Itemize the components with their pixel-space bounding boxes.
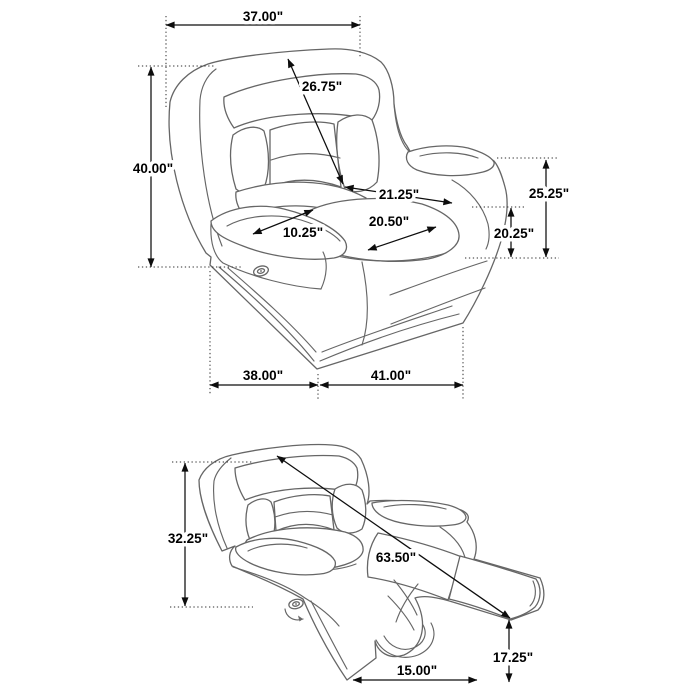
dim-label-overall-width: 37.00" [242,9,284,24]
dim-label-back-surface: 26.75" [301,79,343,94]
left-back-bolster [231,127,269,193]
dim-footrest-height [493,620,533,682]
legrest-foot-pad [449,556,540,619]
dim-label-armrest-width: 10.25" [282,225,324,240]
dim-label-reclined-height: 32.25" [167,531,209,546]
dim-label-seat-width: 21.25" [378,187,420,202]
dim-label-overall-height: 40.00" [132,161,174,176]
power-button-icon [288,598,304,610]
rotation-arrow-icon [285,609,303,622]
dim-footrest-extension [353,663,477,680]
right-back-bolster [337,115,379,192]
upright-chair-drawing [169,49,507,369]
reclined-right-bolster [332,484,366,533]
dim-label-footrest-extension: 15.00" [396,663,438,678]
dim-side-depth [320,368,463,385]
dim-label-front-width: 38.00" [242,368,284,383]
dim-label-reclined-length: 63.50" [375,550,417,565]
dim-label-side-depth: 41.00" [370,368,412,383]
reclined-chair-drawing [199,445,544,680]
dim-label-footrest-height: 17.25" [492,650,534,665]
dim-label-seat-back-height: 20.25" [493,226,535,241]
dim-label-seat-depth: 20.50" [368,214,410,229]
right-armrest-pad [406,146,494,176]
dim-label-arm-height: 25.25" [528,186,570,201]
